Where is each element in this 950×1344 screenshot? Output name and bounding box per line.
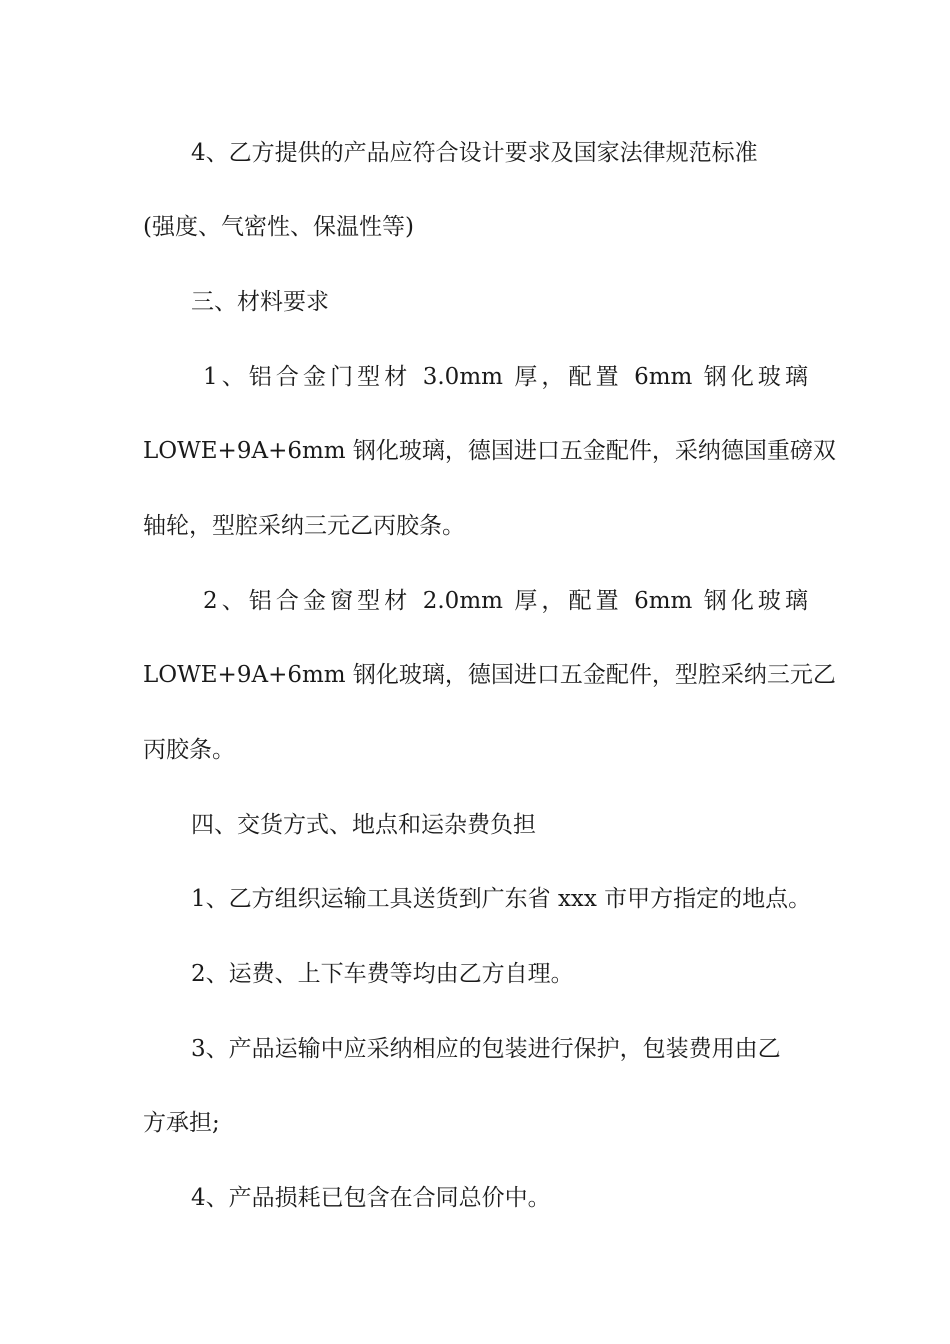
delivery-item-4: 4、产品损耗已包含在合同总价中。 — [191, 1185, 551, 1211]
material-1-line-2: LOWE+9A+6mm 钢化玻璃，德国进口五金配件，采纳德国重磅双 — [143, 438, 836, 464]
delivery-item-3-line-1: 3、产品运输中应采纳相应的包装进行保护，包装费用由乙 — [191, 1036, 781, 1062]
clause-4-line-2: (强度、气密性、保温性等) — [143, 214, 414, 240]
material-1-line-1: 1、铝合金门型材 3.0mm 厚，配置 6mm 钢化玻璃 — [203, 364, 808, 390]
material-2-line-1: 2、铝合金窗型材 2.0mm 厚，配置 6mm 钢化玻璃 — [203, 588, 808, 614]
delivery-item-1: 1、乙方组织运输工具送货到广东省 xxx 市甲方指定的地点。 — [191, 886, 812, 912]
section-heading-materials: 三、材料要求 — [191, 289, 329, 315]
delivery-item-3-line-2: 方承担; — [143, 1110, 220, 1136]
material-2-line-2: LOWE+9A+6mm 钢化玻璃，德国进口五金配件，型腔采纳三元乙 — [143, 662, 836, 688]
material-1-line-3: 轴轮，型腔采纳三元乙丙胶条。 — [143, 513, 465, 539]
delivery-item-2: 2、运费、上下车费等均由乙方自理。 — [191, 961, 574, 987]
clause-4-line-1: 4、乙方提供的产品应符合设计要求及国家法律规范标准 — [191, 140, 758, 166]
material-2-line-3: 丙胶条。 — [143, 737, 235, 763]
section-heading-delivery: 四、交货方式、地点和运杂费负担 — [191, 812, 536, 838]
